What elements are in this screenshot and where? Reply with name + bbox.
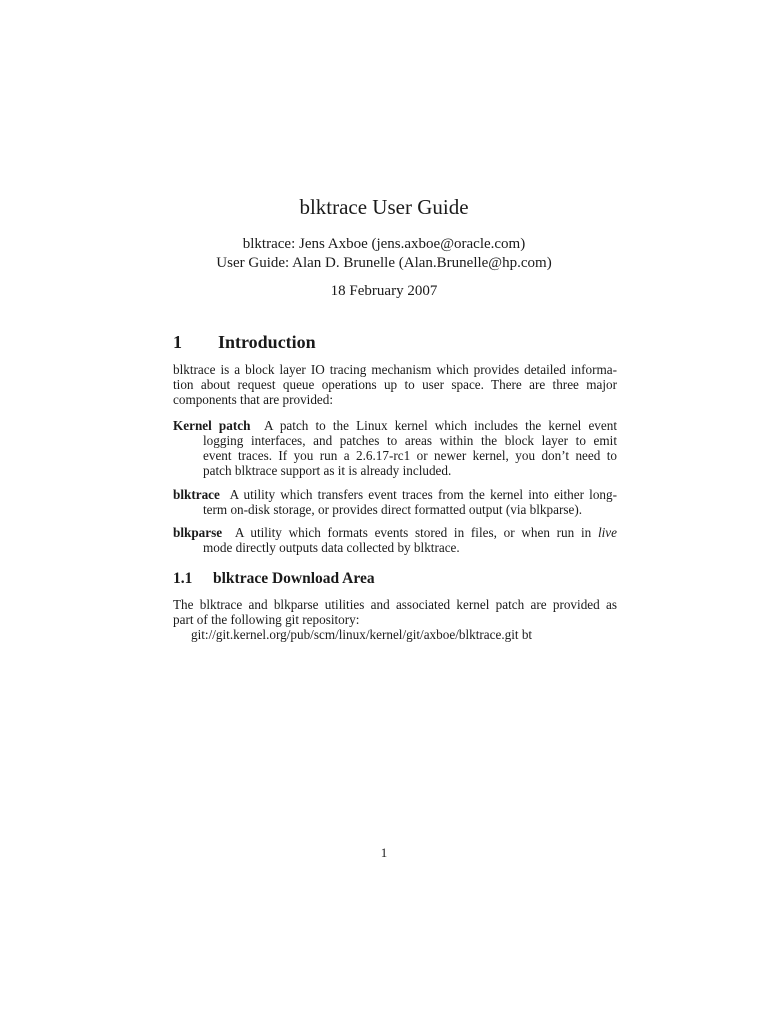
definition-term: blkparse bbox=[173, 525, 223, 540]
author-line-user-guide: User Guide: Alan D. Brunelle (Alan.Brunelle@hp.com) bbox=[216, 255, 552, 271]
document-title: blktrace User Guide bbox=[299, 195, 469, 219]
section-title: Introduction bbox=[218, 332, 316, 352]
subsection-title: blktrace Download Area bbox=[213, 570, 375, 587]
download-line-2: part of the following git repository: bbox=[173, 612, 360, 627]
definition-blkparse bbox=[173, 525, 617, 555]
subsection-number: 1.1 bbox=[173, 570, 193, 587]
definition-text: A utility which transfers event traces from the kernel into either long- bbox=[229, 487, 617, 502]
definition-first-line bbox=[173, 418, 617, 433]
definition-line: patch blktrace support as it is already included. bbox=[203, 463, 452, 478]
intro-line-3: components that are provided: bbox=[173, 392, 334, 407]
definition-term: blktrace bbox=[173, 487, 220, 502]
author-line-blktrace: blktrace: Jens Axboe (jens.axboe@oracle.com) bbox=[242, 236, 526, 252]
definition-term: Kernel patch bbox=[173, 418, 251, 433]
intro-line-2: tion about request queue operations up to user space. There are three major bbox=[173, 377, 617, 392]
definition-line: mode directly outputs data collected by blktrace. bbox=[203, 540, 460, 555]
definition-first-line bbox=[173, 487, 617, 502]
intro-paragraph bbox=[173, 362, 617, 407]
section-heading-introduction bbox=[173, 332, 316, 353]
page-number: 1 bbox=[380, 845, 388, 860]
download-paragraph bbox=[173, 597, 617, 627]
subsection-heading-download bbox=[173, 570, 375, 588]
git-repository-url: git://git.kernel.org/pub/scm/linux/kernel/git/axboe/blktrace.git bt bbox=[191, 627, 533, 642]
section-number: 1 bbox=[173, 332, 182, 352]
definition-first-line bbox=[173, 525, 617, 540]
intro-line-1: blktrace is a block layer IO tracing mechanism which provides detailed informa- bbox=[173, 362, 617, 377]
definition-text: A patch to the Linux kernel which includes the kernel event bbox=[263, 418, 617, 433]
definition-kernel-patch bbox=[173, 418, 617, 478]
definition-line: term on-disk storage, or provides direct formatted output (via blkparse). bbox=[203, 502, 583, 517]
definition-italic-word: live bbox=[597, 525, 617, 540]
definition-line: logging interfaces, and patches to areas within the block layer to emit bbox=[203, 433, 617, 448]
download-line-1: The blktrace and blkparse utilities and associated kernel patch are provided as bbox=[173, 597, 617, 612]
definition-text: A utility which formats events stored in files, or when run in bbox=[234, 525, 592, 540]
definition-line: event traces. If you run a 2.6.17-rc1 or newer kernel, you don’t need to bbox=[203, 448, 617, 463]
definition-blktrace bbox=[173, 487, 617, 517]
document-date: 18 February 2007 bbox=[330, 283, 438, 299]
